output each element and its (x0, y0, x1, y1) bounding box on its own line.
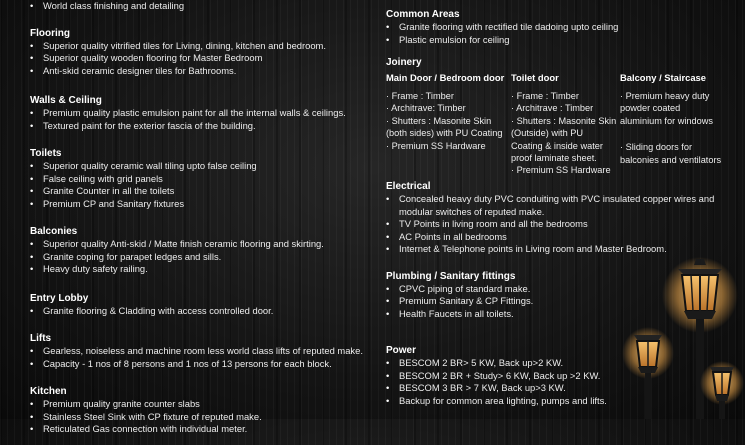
list-item: • Plastic emulsion for ceiling (386, 34, 736, 47)
walls-heading: Walls & Ceiling (30, 95, 102, 106)
list-item: • AC Points in all bedrooms (386, 231, 736, 244)
list-item: • False ceiling with grid panels (30, 173, 375, 186)
list-item: • Reticulated Gas connection with individual meter. (30, 423, 375, 436)
list-item: • Internet & Telephone points in Living room and Master Bedroom. (386, 243, 736, 256)
spec-line: · Shutters : Masonite Skin (511, 115, 617, 126)
lifts-heading: Lifts (30, 333, 52, 344)
lifts-list (30, 345, 375, 370)
lifts-section (30, 332, 375, 370)
toilets-list (30, 160, 375, 210)
list-item: • Granite flooring & Cladding with access controlled door. (30, 305, 375, 318)
list-item: • Heavy duty safety railing. (30, 263, 375, 276)
balcony-heading: Balcony / Staircase (620, 72, 706, 83)
list-item: • Anti-skid ceramic designer tiles for Bathrooms. (30, 65, 375, 78)
list-item: • Concealed heavy duty PVC conduiting with PVC insulated copper wires and modular switches of reputed make. (386, 193, 736, 218)
list-item: • Superior quality vitrified tiles for Living, dining, kitchen and bedroom. (30, 40, 375, 53)
flooring-heading: Flooring (30, 27, 70, 39)
toilet-door-heading: Toilet door (511, 72, 559, 83)
list-item: • Superior quality ceramic wall tiling upto false ceiling (30, 160, 375, 173)
intro-list (30, 0, 375, 13)
spec-line: · Frame : Timber (386, 91, 454, 101)
list-item: • Premium quality plastic emulsion paint for all the internal walls & ceilings. (30, 107, 375, 120)
left-column (30, 0, 375, 445)
kitchen-list (30, 398, 375, 436)
spec-line: · Shutters : Masonite Skin (386, 115, 492, 126)
lobby-heading: Entry Lobby (30, 292, 89, 304)
spec-line: balconies and ventilators (620, 154, 722, 165)
walls-list (30, 107, 375, 132)
spec-line: · Sliding doors for (620, 142, 693, 153)
common-list (386, 21, 736, 46)
spec-line (620, 127, 738, 141)
spec-line: · Frame : Timber (511, 91, 579, 101)
joinery-section (386, 56, 736, 176)
electrical-list (386, 193, 736, 256)
kitchen-section (30, 385, 375, 436)
list-item: • Stainless Steel Sink with CP fixture of reputed make. (30, 411, 375, 424)
spec-line: Coating & inside water (511, 140, 603, 151)
list-item: • Backup for common area lighting, pumps and lifts. (386, 395, 736, 408)
toilet-door-column (511, 72, 621, 177)
spec-line: · Architrave : Timber (511, 103, 594, 114)
balconies-heading: Balconies (30, 226, 78, 237)
spec-line: · Premium SS Hardware (386, 140, 486, 151)
lamp-left-icon (622, 327, 674, 419)
walls-section (30, 94, 375, 132)
electrical-heading: Electrical (386, 181, 431, 192)
list-item: • Capacity - 1 nos of 8 persons and 1 nos of 13 persons for each block. (30, 358, 375, 371)
intro-section (30, 0, 375, 13)
main-door-heading: Main Door / Bedroom door (386, 72, 505, 83)
kitchen-heading: Kitchen (30, 386, 67, 397)
flooring-list (30, 40, 375, 78)
list-item: • CPVC piping of standard make. (386, 283, 736, 296)
list-item: • Premium Sanitary & CP Fittings. (386, 295, 736, 308)
lobby-section (30, 292, 375, 318)
toilets-section (30, 147, 375, 210)
electrical-section (386, 180, 736, 256)
list-item: • Granite coping for parapet ledges and sills. (30, 251, 375, 264)
list-item: • Gearless, noiseless and machine room less world class lifts of reputed make. (30, 345, 375, 358)
list-item: • Granite Counter in all the toilets (30, 185, 375, 198)
list-item: • BESCOM 2 BR> 5 KW, Back up>2 KW. (386, 357, 736, 370)
spec-line: · Premium SS Hardware (511, 165, 611, 176)
list-item: • Textured paint for the exterior fascia of the building. (30, 120, 375, 133)
spec-line: powder coated (620, 103, 681, 114)
lamp-right-icon (700, 361, 744, 419)
joinery-heading: Joinery (386, 57, 422, 68)
spec-line: aluminium for windows (620, 115, 713, 126)
spec-line: proof laminate sheet. (511, 153, 597, 164)
flooring-section (30, 27, 375, 78)
list-item: • Premium CP and Sanitary fixtures (30, 198, 375, 211)
power-heading: Power (386, 345, 417, 356)
spec-line: · Premium heavy duty (620, 91, 710, 101)
list-item: • BESCOM 2 BR + Study> 6 KW, Back up >2 KW. (386, 370, 736, 383)
list-item: • World class finishing and detailing (30, 0, 375, 13)
plumbing-heading: Plumbing / Sanitary fittings (386, 270, 516, 282)
common-section (386, 8, 736, 46)
main-door-column (386, 72, 508, 152)
list-item: • Granite flooring with rectified tile dadoing upto ceiling (386, 21, 736, 34)
spec-line: (both sides) with PU Coating (386, 128, 503, 139)
list-item: • TV Points in living room and all the bedrooms (386, 218, 736, 231)
balcony-column (620, 72, 738, 166)
list-item: • BESCOM 3 BR > 7 KW, Back up>3 KW. (386, 382, 736, 395)
list-item: • Superior quality wooden flooring for Master Bedroom (30, 52, 375, 65)
balconies-section (30, 225, 375, 276)
spec-line: (Outside) with PU (511, 128, 583, 139)
joinery-grid (386, 72, 736, 176)
spec-line: · Architrave: Timber (386, 103, 466, 114)
lobby-list (30, 305, 375, 318)
list-item: • Health Faucets in all toilets. (386, 308, 736, 321)
street-lamp-illustration (618, 255, 745, 419)
list-item: • Superior quality Anti-skid / Matte finish ceramic flooring and skirting. (30, 238, 375, 251)
toilets-heading: Toilets (30, 148, 62, 159)
common-heading: Common Areas (386, 9, 460, 20)
balconies-list (30, 238, 375, 276)
list-item: • Premium quality granite counter slabs (30, 398, 375, 411)
